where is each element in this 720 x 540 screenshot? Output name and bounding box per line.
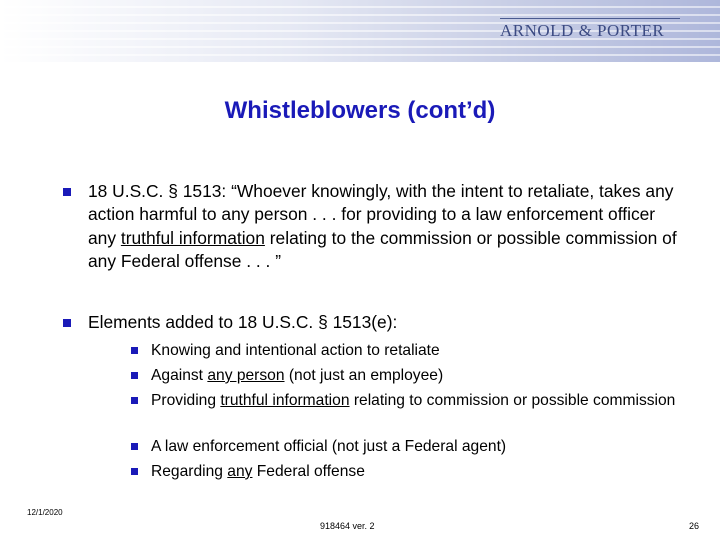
header-stripe bbox=[0, 14, 720, 16]
statute-quote-text-end: relating to the commission or possible commission of any Federal offense . . . ” bbox=[88, 227, 677, 271]
sub-underlined: any person bbox=[207, 367, 285, 384]
sub-text: Providing bbox=[151, 392, 221, 409]
sub-underlined: any bbox=[227, 463, 253, 480]
sub-bullet-law-enforcement: A law enforcement official (not just a Federal agent) bbox=[151, 438, 507, 455]
sub-bullet-marker bbox=[131, 443, 138, 450]
statute-quote-text: 18 U.S.C. § 1513: “Whoever knowingly, with the intent to retaliate, takes any action harmful to any person . . . for providing to a law enforcement officer any bbox=[88, 181, 674, 248]
header-banner bbox=[0, 0, 720, 62]
footer-page-number: 26 bbox=[688, 521, 699, 531]
bullet-marker bbox=[63, 188, 71, 196]
bullet-elements-heading: Elements added to 18 U.S.C. § 1513(e): bbox=[88, 312, 398, 332]
header-stripe bbox=[0, 54, 720, 56]
sub-bullet-any-person bbox=[151, 366, 691, 386]
logo-rule bbox=[500, 18, 680, 19]
footer-doc-id: 918464 ver. 2 bbox=[320, 521, 375, 531]
sub-text: relating to commission or possible commission bbox=[349, 392, 676, 409]
sub-text: Regarding bbox=[151, 463, 228, 480]
footer-date: 12/1/2020 bbox=[27, 508, 63, 517]
sub-underlined: truthful information bbox=[220, 392, 350, 409]
sub-bullet-marker bbox=[131, 397, 138, 404]
header-stripe bbox=[0, 6, 720, 8]
sub-text: Against bbox=[151, 367, 208, 384]
sub-bullet-truthful-info bbox=[151, 391, 676, 411]
header-stripe bbox=[0, 46, 720, 48]
bullet-statute-quote bbox=[88, 180, 678, 273]
sub-bullet-marker bbox=[131, 347, 138, 354]
sub-bullet-knowing: Knowing and intentional action to retaliate bbox=[151, 342, 440, 359]
statute-quote-underlined: truthful information bbox=[120, 227, 265, 248]
firm-logo: ARNOLD & PORTER bbox=[500, 21, 665, 40]
sub-text: Federal offense bbox=[252, 463, 365, 480]
sub-bullet-marker bbox=[131, 468, 138, 475]
slide-title: Whistleblowers (cont’d) bbox=[224, 97, 496, 124]
sub-text: (not just an employee) bbox=[284, 367, 444, 384]
sub-bullet-marker bbox=[131, 372, 138, 379]
bullet-marker bbox=[63, 319, 71, 327]
sub-bullet-any-offense bbox=[151, 462, 691, 482]
